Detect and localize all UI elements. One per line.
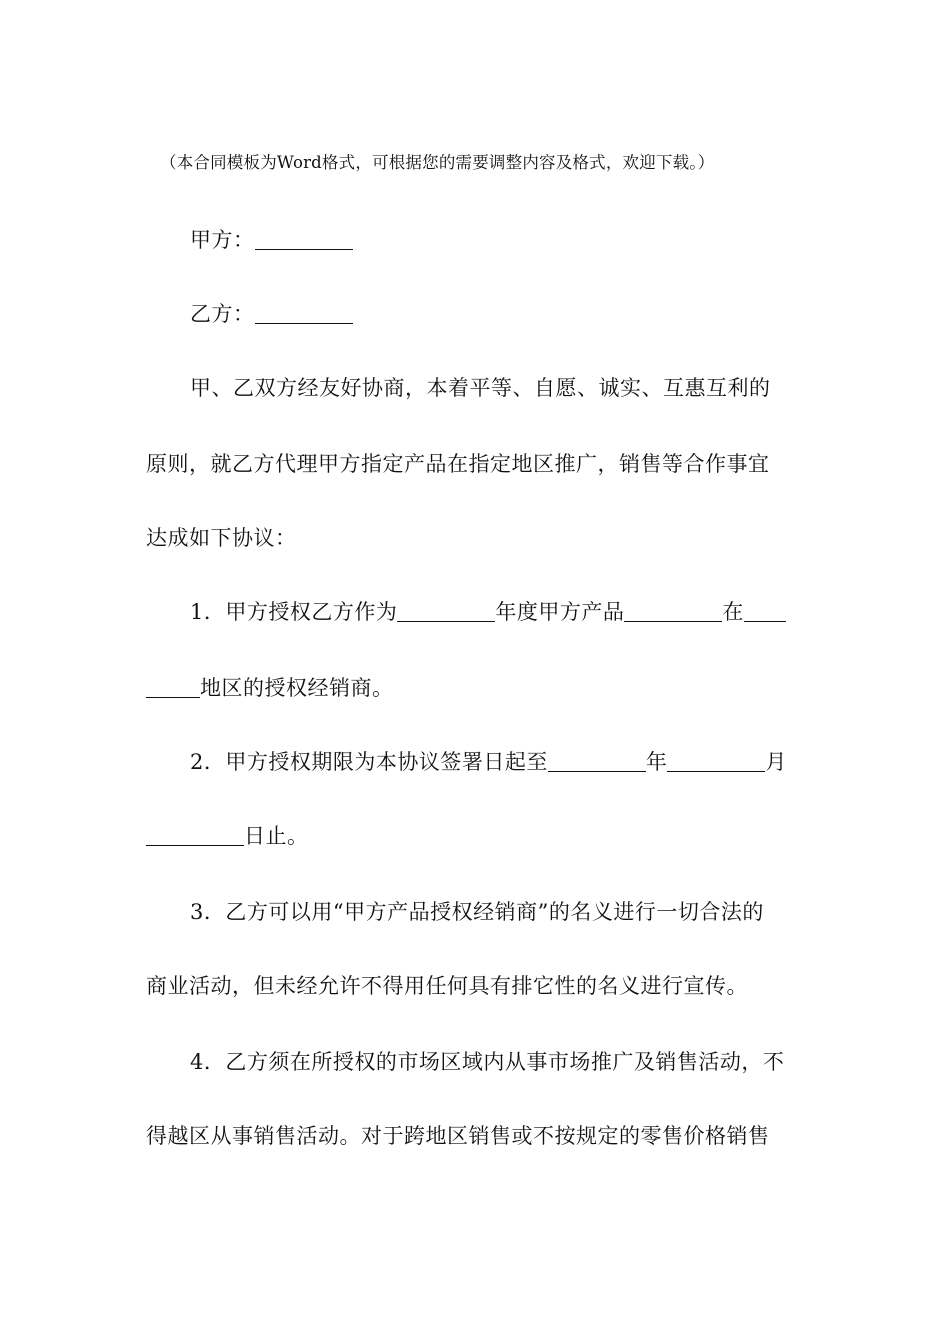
end-day-blank [146, 825, 244, 846]
clause-1-line-2 [146, 674, 394, 702]
template-note: （本合同模板为Word格式，可根据您的需要调整内容及格式，欢迎下载。） [160, 153, 715, 172]
intro-line-1: 甲、乙双方经友好协商，本着平等、自愿、诚实、互惠互利的 [190, 376, 771, 400]
party-a-blank [255, 229, 353, 250]
clause-1-text-4: 地区的授权经销商。 [200, 676, 394, 700]
clause-2-text-1: 2．甲方授权期限为本协议签署日起至 [190, 750, 548, 774]
clause-1-text-3: 在 [722, 600, 744, 624]
clause-1-text-2: 年度甲方产品 [495, 600, 625, 624]
party-b-label: 乙方： [190, 302, 255, 326]
party-b-blank [255, 303, 353, 324]
intro-line-3: 达成如下协议： [146, 526, 297, 550]
region-blank-start [744, 601, 786, 622]
clause-1-line-1 [190, 598, 786, 626]
clause-1-text-1: 1．甲方授权乙方作为 [190, 600, 398, 624]
product-blank [624, 601, 722, 622]
region-blank-end [146, 677, 200, 698]
party-a-label: 甲方： [190, 228, 255, 252]
year-blank [397, 601, 495, 622]
clause-2-text-3: 月 [765, 750, 787, 774]
end-year-blank [548, 751, 646, 772]
clause-4-line-1: 4．乙方须在所授权的市场区域内从事市场推广及销售活动，不 [190, 1050, 785, 1074]
clause-3-line-2: 商业活动，但未经允许不得用任何具有排它性的名义进行宣传。 [146, 974, 748, 998]
party-b-line [190, 300, 353, 328]
clause-3-line-1: 3．乙方可以用“甲方产品授权经销商”的名义进行一切合法的 [190, 900, 764, 924]
party-a-line [190, 226, 353, 254]
clause-2-line-1 [190, 748, 787, 776]
intro-line-2: 原则，就乙方代理甲方指定产品在指定地区推广，销售等合作事宜 [146, 452, 770, 476]
end-month-blank [667, 751, 765, 772]
clause-2-text-2: 年 [645, 750, 668, 774]
clause-4-line-2: 得越区从事销售活动。对于跨地区销售或不按规定的零售价格销售 [146, 1124, 770, 1148]
clause-2-text-4: 日止。 [244, 824, 309, 848]
clause-2-line-2 [146, 822, 309, 850]
